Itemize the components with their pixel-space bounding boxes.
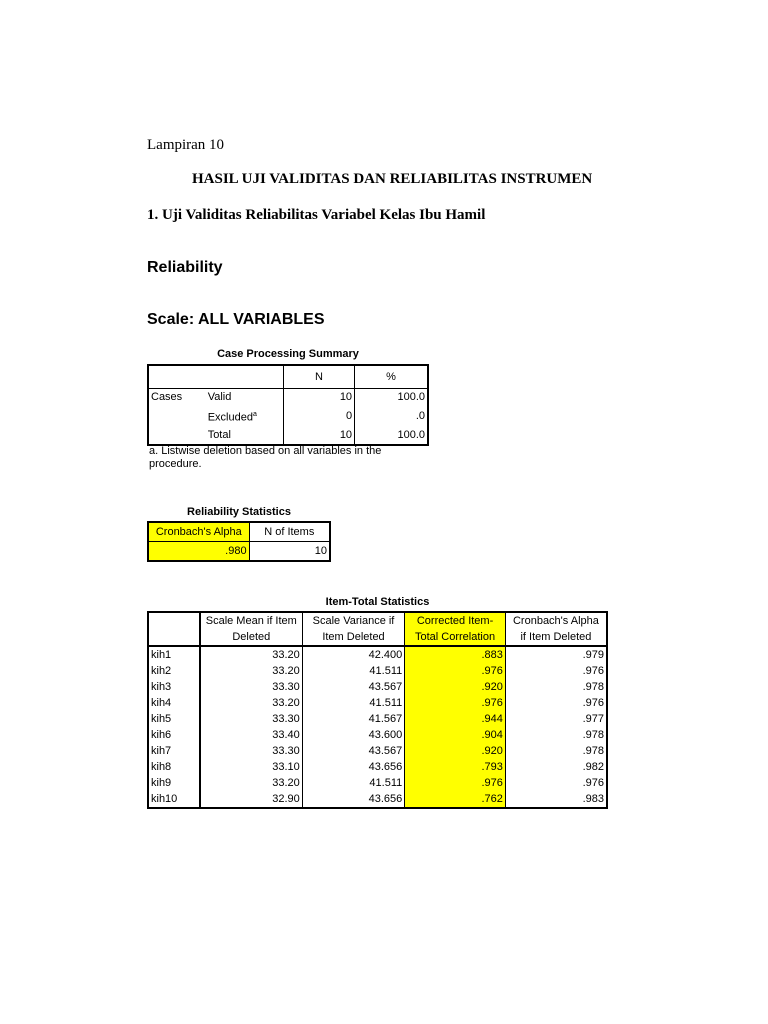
header-n: N [283, 365, 354, 389]
reliability-statistics-caption: Reliability Statistics [187, 506, 291, 518]
cell-mean: 32.90 [200, 791, 302, 808]
cell-variance: 43.656 [302, 791, 404, 808]
cell-alpha: .979 [505, 646, 607, 663]
cell-correlation: .976 [405, 695, 506, 711]
document-title: HASIL UJI VALIDITAS DAN RELIABILITAS INSTRUMEN [192, 171, 593, 187]
header-pct: % [355, 365, 428, 389]
cell-alpha: .976 [505, 663, 607, 679]
group-blank-cell [148, 427, 206, 445]
cases-group-label: Cases [151, 391, 183, 403]
table-row [148, 679, 607, 695]
table-row [148, 406, 428, 427]
table-row [148, 727, 607, 743]
table-row [148, 711, 607, 727]
table-row [148, 542, 330, 562]
row-label-text: Excluded [207, 411, 253, 424]
cell-n: 0 [283, 406, 354, 427]
cell-mean: 33.40 [200, 727, 302, 743]
header-alpha-if-deleted: Cronbach's Alpha [505, 612, 607, 629]
table-row [148, 646, 607, 663]
case-processing-caption: Case Processing Summary [217, 348, 359, 360]
header-scale-mean: Scale Mean if Item [200, 612, 302, 629]
table-row [148, 791, 607, 808]
cell-correlation: .920 [405, 679, 506, 695]
cell-alpha: .983 [505, 791, 607, 808]
footnote-line: procedure. [149, 458, 202, 470]
header-scale-mean-line2: Deleted [200, 629, 302, 646]
cell-variance: 41.567 [302, 711, 404, 727]
cell-mean: 33.20 [200, 775, 302, 791]
item-label: kih10 [151, 793, 178, 805]
cell-alpha: .980 [148, 542, 249, 562]
table-row [148, 389, 428, 407]
item-label: kih3 [151, 681, 172, 693]
table-row [148, 743, 607, 759]
cell-items: 10 [249, 542, 330, 562]
item-label: kih8 [151, 761, 172, 773]
cell-variance: 41.511 [302, 775, 404, 791]
cell-correlation: .904 [405, 727, 506, 743]
table-row [148, 759, 607, 775]
section-heading: 1. Uji Validitas Reliabilitas Variabel Kelas Ibu Hamil [147, 207, 486, 223]
cell-variance: 43.656 [302, 759, 404, 775]
case-processing-table [147, 364, 429, 446]
cell-n: 10 [283, 427, 354, 445]
cell-variance: 43.600 [302, 727, 404, 743]
header-blank-cell [148, 365, 283, 389]
item-total-caption: Item-Total Statistics [325, 596, 430, 608]
item-label: kih1 [151, 649, 172, 661]
cell-mean: 33.30 [200, 711, 302, 727]
item-label: kih6 [151, 729, 172, 741]
cell-variance: 41.511 [302, 695, 404, 711]
cell-pct: .0 [355, 406, 428, 427]
header-corrected-correlation: Corrected Item- [405, 612, 506, 629]
item-label: kih5 [151, 713, 172, 725]
table-row [148, 663, 607, 679]
header-corrected-correlation-line2: Total Correlation [405, 629, 506, 646]
footnote-marker: a [252, 411, 257, 418]
row-label: Valid [207, 391, 232, 403]
cell-alpha: .978 [505, 743, 607, 759]
cell-correlation: .976 [405, 775, 506, 791]
cell-mean: 33.30 [200, 679, 302, 695]
cell-alpha: .976 [505, 695, 607, 711]
cell-variance: 41.511 [302, 663, 404, 679]
item-label: kih7 [151, 745, 172, 757]
case-processing-footnote [149, 445, 429, 471]
cell-alpha: .978 [505, 679, 607, 695]
cell-correlation: .976 [405, 663, 506, 679]
table-header-row [148, 522, 330, 542]
cell-mean: 33.20 [200, 695, 302, 711]
header-cronbach-alpha: Cronbach's Alpha [148, 522, 249, 542]
cell-alpha: .976 [505, 775, 607, 791]
reliability-statistics-table [147, 521, 331, 562]
reliability-heading: Reliability [147, 259, 223, 276]
table-header-row [148, 629, 607, 646]
cell-correlation: .920 [405, 743, 506, 759]
lampiran-label: Lampiran 10 [147, 137, 225, 153]
cell-mean: 33.30 [200, 743, 302, 759]
cell-correlation: .762 [405, 791, 506, 808]
cell-alpha: .982 [505, 759, 607, 775]
cell-variance: 43.567 [302, 743, 404, 759]
cell-pct: 100.0 [355, 389, 428, 407]
cell-mean: 33.10 [200, 759, 302, 775]
table-row [148, 695, 607, 711]
table-row [148, 775, 607, 791]
footnote-line: a. Listwise deletion based on all variables in the [149, 445, 382, 457]
cell-alpha: .977 [505, 711, 607, 727]
table-header-row [148, 365, 428, 389]
item-total-table [147, 611, 608, 809]
cell-alpha: .978 [505, 727, 607, 743]
group-blank-cell [148, 406, 206, 427]
header-scale-variance: Scale Variance if [302, 612, 404, 629]
cell-variance: 43.567 [302, 679, 404, 695]
item-label: kih2 [151, 665, 172, 677]
table-row [148, 427, 428, 445]
header-scale-variance-line2: Item Deleted [302, 629, 404, 646]
cell-n: 10 [283, 389, 354, 407]
header-alpha-if-deleted-line2: if Item Deleted [505, 629, 607, 646]
item-label: kih4 [151, 697, 172, 709]
row-label [206, 406, 284, 427]
cell-mean: 33.20 [200, 646, 302, 663]
header-n-of-items: N of Items [249, 522, 330, 542]
scale-heading: Scale: ALL VARIABLES [147, 311, 325, 328]
header-blank-cell [148, 612, 200, 629]
cell-correlation: .944 [405, 711, 506, 727]
cell-correlation: .793 [405, 759, 506, 775]
cell-variance: 42.400 [302, 646, 404, 663]
row-label: Total [207, 428, 231, 441]
cell-pct: 100.0 [355, 427, 428, 445]
table-header-row [148, 612, 607, 629]
cell-correlation: .883 [405, 646, 506, 663]
item-label: kih9 [151, 777, 172, 789]
cell-mean: 33.20 [200, 663, 302, 679]
header-blank-cell [148, 629, 200, 646]
